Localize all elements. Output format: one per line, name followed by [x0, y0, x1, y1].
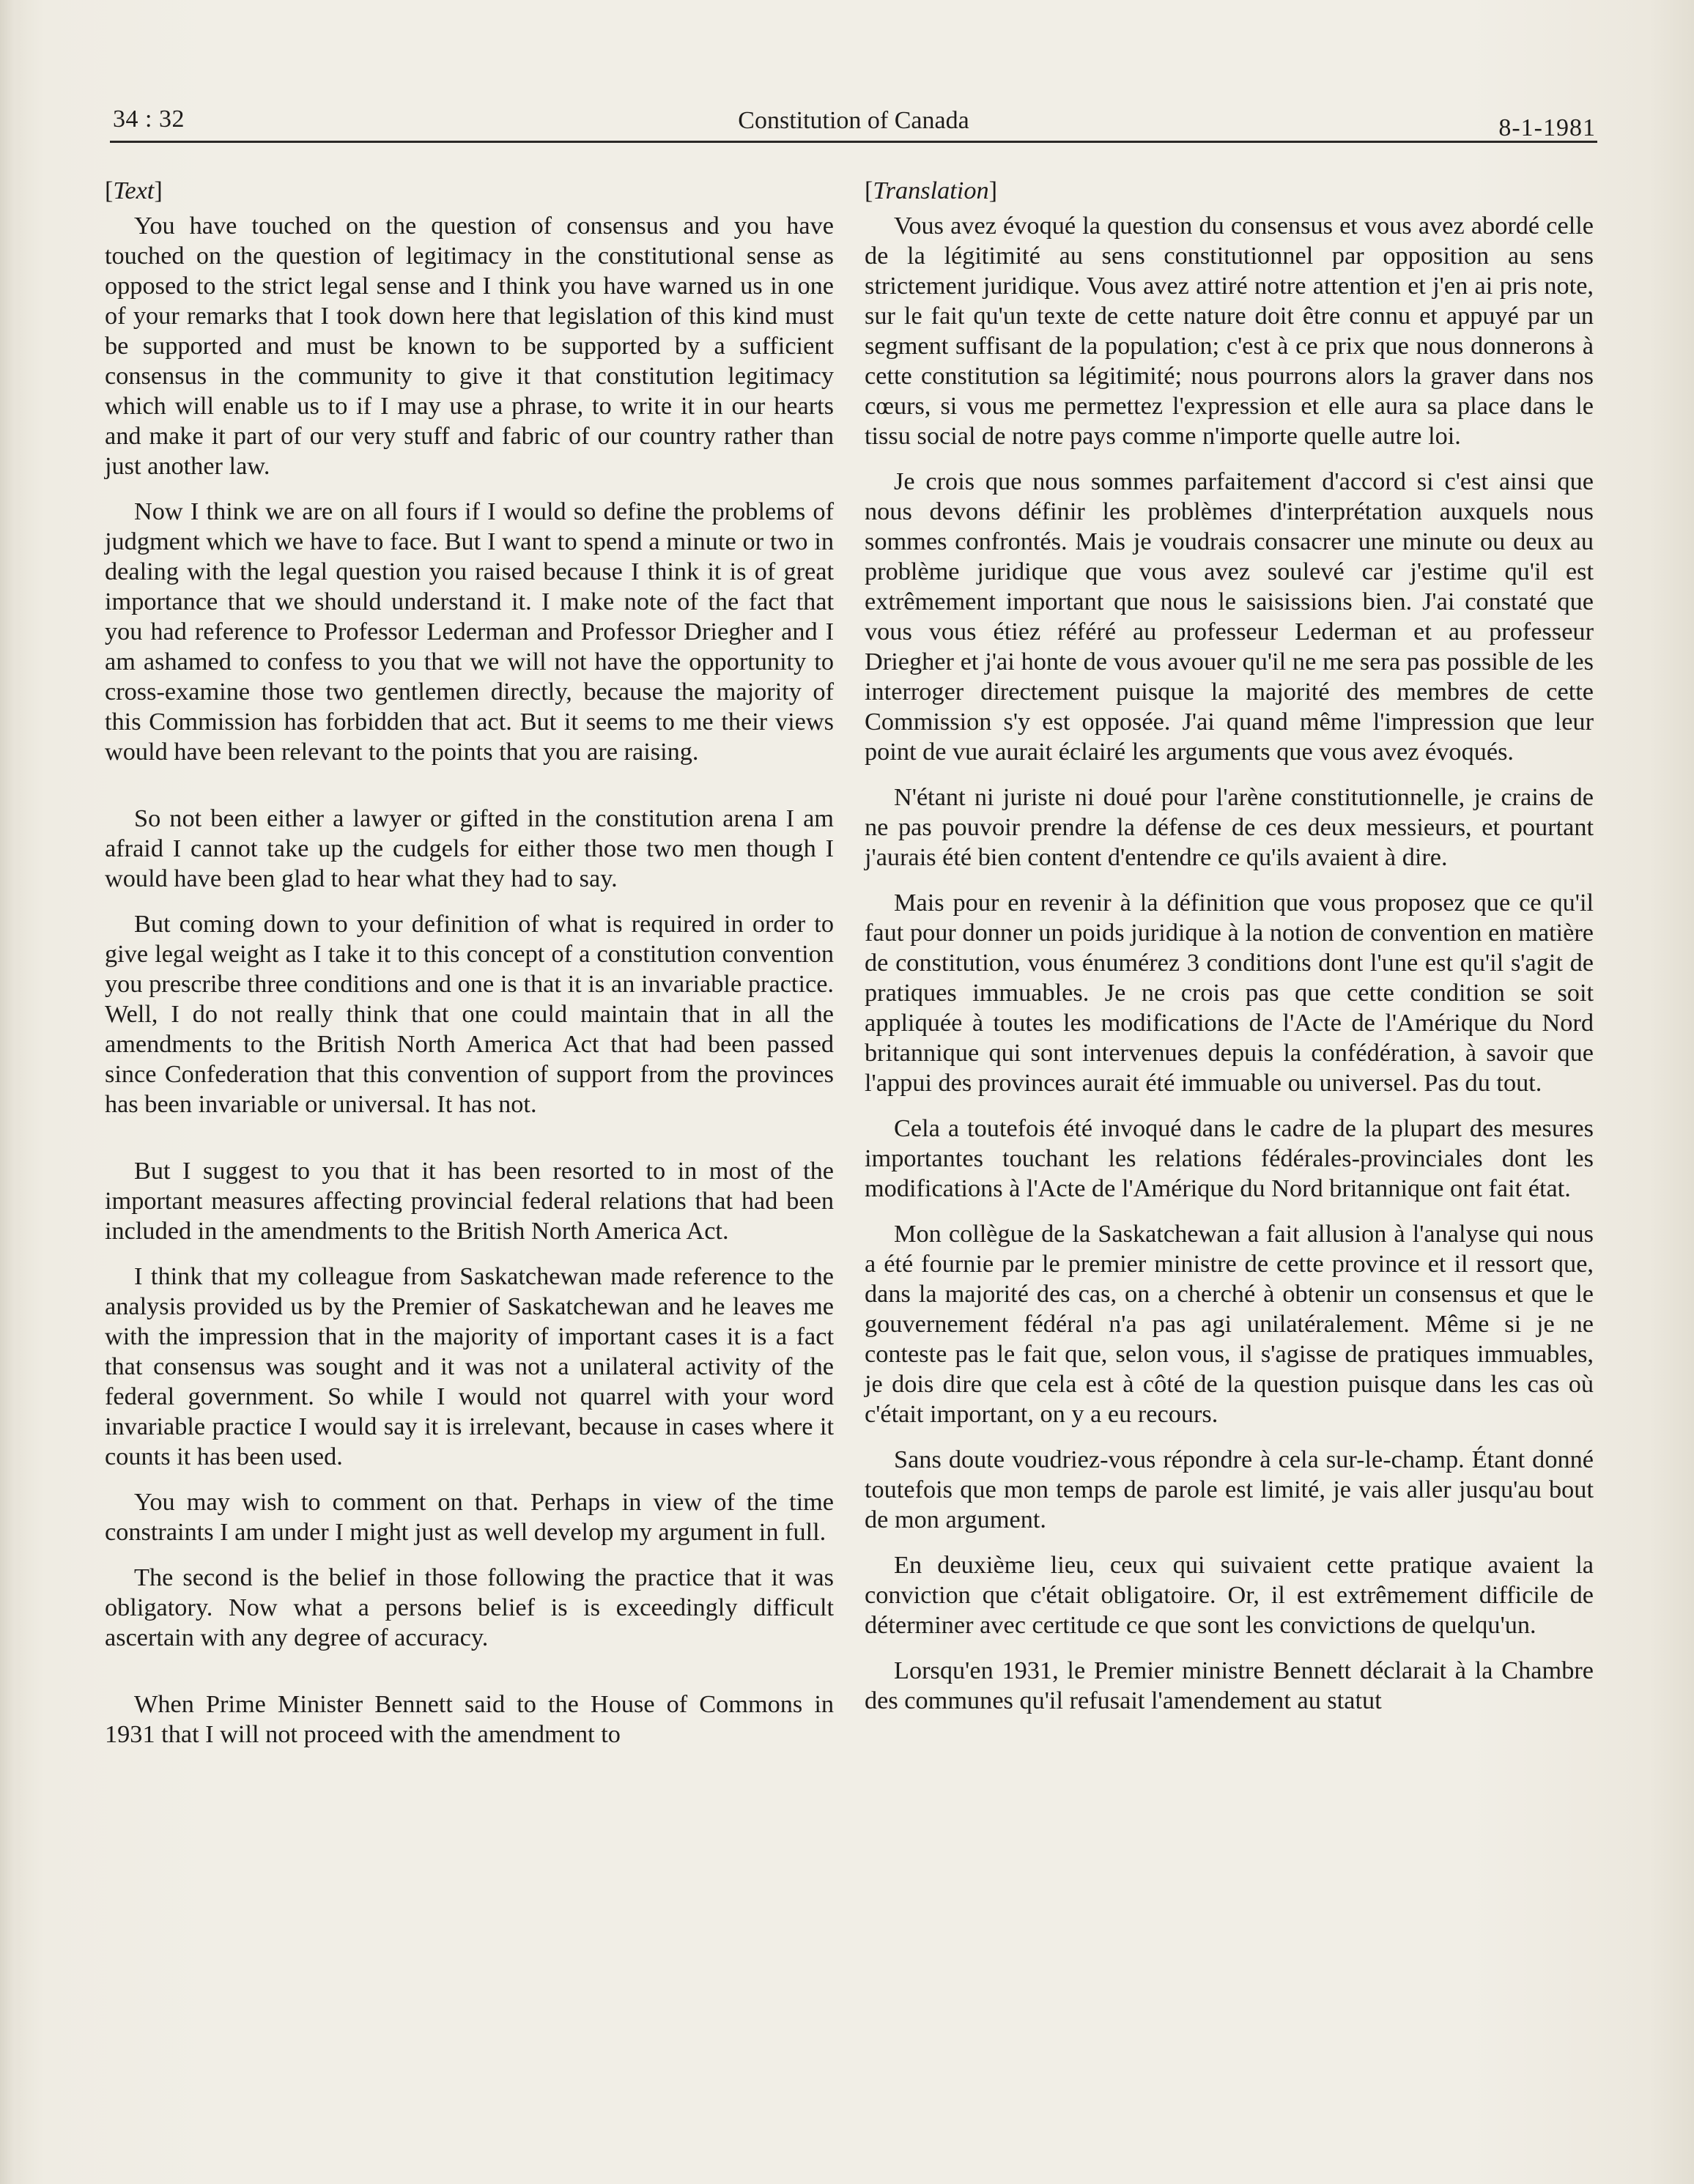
paragraph: Mais pour en revenir à la définition que vous proposez que ce qu'il faut pour donner un poids juridique à la notion de convention en matière de constitution, vous énumérez 3 conditions dont l'une est qu'il s'agit de pratiques immuables. Je ne crois pas que cette condition se soit appliquée à toutes les modifications de l'Acte de l'Amérique du Nord britannique qui sont intervenues depuis la confédération, à savoir que l'appui des provinces aurait été immuable ou universel. Pas du tout.: [865, 889, 1594, 1097]
paragraph: When Prime Minister Bennett said to the House of Commons in 1931 that I will not proceed with the amendment to: [105, 1690, 834, 1748]
paragraph: Je crois que nous sommes parfaitement d'accord si c'est ainsi que nous devons définir les problèmes d'interprétation auxquels nous sommes confrontés. Mais je voudrais consacrer une minute ou deux au problème juridique que vous avez soulevé car j'estime qu'il est extrêmement important que nous le saisissions bien. J'ai constaté que vous vous étiez référé au professeur Lederman et au professeur Driegher et j'ai honte de vous avouer qu'il ne me sera pas possible de les interroger directement puisque la majorité des membres de cette Commission s'y est opposée. J'ai quand même l'impression que leur point de vue aurait éclairé les arguments que vous avez évoqués.: [865, 467, 1594, 766]
paragraph: So not been either a lawyer or gifted in the constitution arena I am afraid I cannot take up the cudgels for either those two men though I would have been glad to hear what they had to say.: [105, 804, 834, 892]
running-title: Constitution of Canada: [738, 107, 969, 134]
paragraph: I think that my colleague from Saskatchewan made reference to the analysis provided us by the Premier of Saskatchewan and he leaves me with the impression that in the majority of important cases it is a fact that consensus was sought and it was not a unilateral activity of the federal government. So while I would not quarrel with your word invariable practice I would say it is irrelevant, because in cases where it counts it has been used.: [105, 1262, 834, 1470]
paragraph: You have touched on the question of consensus and you have touched on the question of legitimacy in the constitutional sense as opposed to the strict legal sense and I think you have warned us in one of your remarks that I took down here that legislation of this kind must be supported and must be known to be supported by a sufficient consensus in the community to give it that constitution legitimacy which will enable us to if I may use a phrase, to write it in our hearts and make it part of our very stuff and fabric of our country rather than just another law.: [105, 212, 834, 480]
paragraph: Lorsqu'en 1931, le Premier ministre Bennett déclarait à la Chambre des communes qu'il refusait l'amendement au statut: [865, 1656, 1594, 1714]
paragraph: Vous avez évoqué la question du consensus et vous avez abordé celle de la légitimité au sens constitutionnel par opposition au sens strictement juridique. Vous avez attiré notre attention et j'en ai pris note, sur le fait qu'un texte de cette nature doit être connu et appuyé par un segment suffisant de la population; c'est à ce prix que nous donnerons à cette constitution sa légitimité; nous pourrons alors la graver dans nos cœurs, si vous me permettez l'expression et elle aura sa place dans le tissu social de notre pays comme n'importe quelle autre loi.: [865, 212, 1594, 450]
text-column-french: [865, 174, 1594, 1731]
column-label-translation: [Translation]: [865, 177, 998, 204]
paragraph: You may wish to comment on that. Perhaps in view of the time constraints I am under I might just as well develop my argument in full.: [105, 1488, 834, 1546]
paragraph: Mon collègue de la Saskatchewan a fait allusion à l'analyse qui nous a été fournie par le premier ministre de cette province et il ressort que, dans la majorité des cas, on a cherché à obtenir un consensus et que le gouvernement fédéral n'a pas agi unilatéralement. Même si je ne conteste pas le fait que, selon vous, il s'agisse de pratiques immuables, je dois dire que cela est à côté de la question puisque dans les cas où c'était important, on y a eu recours.: [865, 1220, 1594, 1428]
paragraph: Cela a toutefois été invoqué dans le cadre de la plupart des mesures importantes touchant les relations fédérales-provinciales dont les modifications à l'Acte de l'Amérique du Nord britannique ont fait état.: [865, 1114, 1594, 1202]
column-label-text: [Text]: [105, 177, 163, 204]
paragraph: Now I think we are on all fours if I would so define the problems of judgment which we have to face. But I want to spend a minute or two in dealing with the legal question you raised because I think it is of great importance that we should understand it. I make note of the fact that you had reference to Professor Lederman and Professor Driegher and I am ashamed to confess to you that we will not have the opportunity to cross-examine those two gentlemen directly, because the majority of this Commission has forbidden that act. But it seems to me their views would have been relevant to the points that you are raising.: [105, 497, 834, 766]
paragraph: But I suggest to you that it has been resorted to in most of the important measures affecting provincial federal relations that had been included in the amendments to the British North America Act.: [105, 1157, 834, 1245]
paragraph: But coming down to your definition of what is required in order to give legal weight as I take it to this concept of a constitution convention you prescribe three conditions and one is that it is an invariable practice. Well, I do not really think that one could maintain that in all the amendments to the British North America Act that had been passed since Confederation that this convention of support from the provinces has been invariable or universal. It has not.: [105, 910, 834, 1118]
paragraph: The second is the belief in those following the practice that it was obligatory. Now what a persons belief is is exceedingly difficult ascertain with any degree of accuracy.: [105, 1563, 834, 1651]
page-folio: 34 : 32: [113, 106, 185, 133]
paragraph: En deuxième lieu, ceux qui suivaient cette pratique avaient la conviction que c'était obligatoire. Or, il est extrêmement difficile de déterminer avec certitude ce que sont les convictions de quelqu'un.: [865, 1551, 1594, 1639]
page-edge-shadow: [0, 0, 25, 2184]
text-column-english: [105, 174, 834, 1765]
page-date: 8-1-1981: [1498, 114, 1596, 141]
page-header: [110, 103, 1597, 143]
paragraph: Sans doute voudriez-vous répondre à cela sur-le-champ. Étant donné toutefois que mon temps de parole est limité, je vais aller jusqu'au bout de mon argument.: [865, 1445, 1594, 1533]
paragraph: N'étant ni juriste ni doué pour l'arène constitutionnelle, je crains de ne pas pouvoir prendre la défense de ces deux messieurs, et pourtant j'aurais été bien content d'entendre ce qu'ils avaient à dire.: [865, 783, 1594, 871]
